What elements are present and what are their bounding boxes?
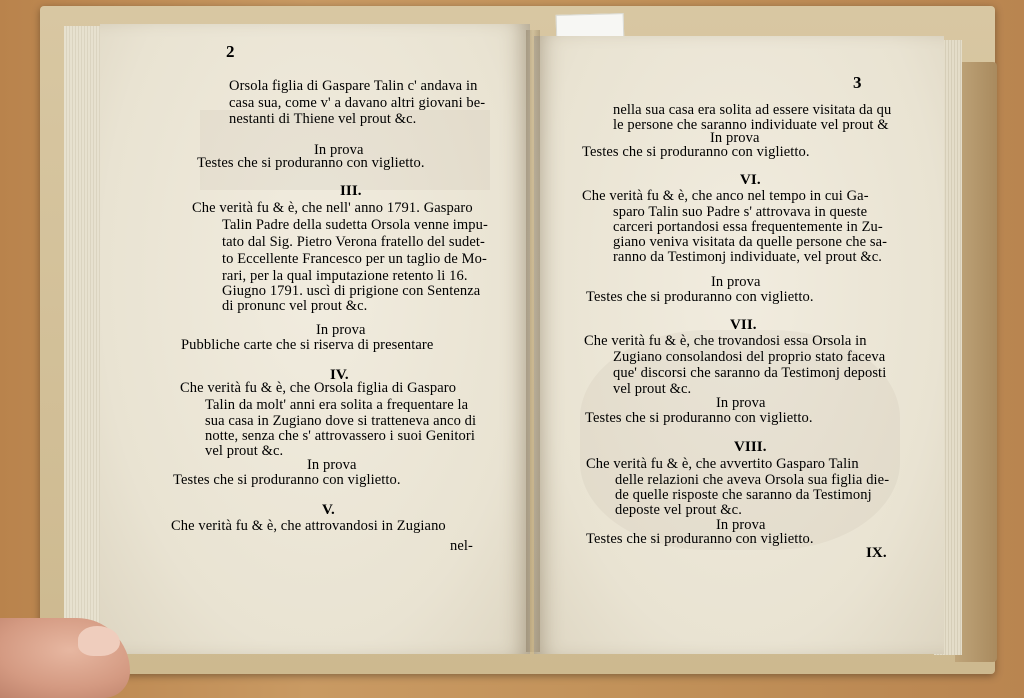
left-line: casa sua, come v' a davano altri giovani be- <box>229 95 486 111</box>
right-line: delle relazioni che aveva Orsola sua figlia die- <box>615 472 890 488</box>
left-line: vel prout &c. <box>205 443 284 459</box>
right-line: ranno da Testimonj individuate, vel prout &c. <box>613 249 882 265</box>
left-line: notte, senza che s' attrovassero i suoi Genitori <box>205 428 475 444</box>
left-page-number: 2 <box>226 42 235 61</box>
right-line: giano veniva visitata da quelle persone che sa- <box>613 234 888 250</box>
right-line: deposte vel prout &c. <box>615 502 742 518</box>
left-line: Testes che si produranno con viglietto. <box>173 472 401 488</box>
left-catchword: nel- <box>450 538 473 554</box>
right-line: carceri portandosi essa frequentemente in Zu- <box>613 219 883 235</box>
right-line-in-prova: In prova <box>716 395 766 411</box>
left-line-in-prova: In prova <box>307 457 357 473</box>
left-section-heading: III. <box>340 183 362 199</box>
left-line: Talin da molt' anni era solita a frequentare la <box>205 397 469 413</box>
left-line: Testes che si produranno con viglietto. <box>197 155 425 171</box>
left-line: Che verità fu & è, che attrovandosi in Zugiano <box>171 518 446 534</box>
right-line: Che verità fu & è, che trovandosi essa Orsola in <box>584 333 867 349</box>
right-line: nella sua casa era solita ad essere visitata da qu <box>613 102 892 118</box>
thumb-nail <box>78 626 120 656</box>
left-section-heading: IV. <box>330 367 349 383</box>
book-gutter <box>526 30 540 652</box>
right-line: Che verità fu & è, che anco nel tempo in cui Ga- <box>582 188 869 204</box>
left-line: nestanti di Thiene vel prout &c. <box>229 111 417 127</box>
right-line: Zugiano consolandosi del proprio stato faceva <box>613 349 886 365</box>
right-line: de quelle risposte che saranno da Testimonj <box>615 487 872 503</box>
right-line-in-prova: In prova <box>711 274 761 290</box>
left-line-in-prova: In prova <box>314 142 364 158</box>
left-section-heading: V. <box>322 502 335 518</box>
right-section-heading: VII. <box>730 317 757 333</box>
right-section-heading: VI. <box>740 172 761 188</box>
left-line: Giugno 1791. uscì di prigione con Sentenza <box>222 283 481 299</box>
left-line: sua casa in Zugiano dove si tratteneva anco di <box>205 413 477 429</box>
right-line: Testes che si produranno con viglietto. <box>586 531 814 547</box>
left-line: tato dal Sig. Pietro Verona fratello del sudet- <box>222 234 485 250</box>
right-line-in-prova: In prova <box>716 517 766 533</box>
left-line: di pronunc vel prout &c. <box>222 298 368 314</box>
right-line: Testes che si produranno con viglietto. <box>585 410 813 426</box>
left-line: Talin Padre della sudetta Orsola venne impu- <box>222 217 488 233</box>
right-line: Che verità fu & è, che avvertito Gasparo Talin <box>586 456 859 472</box>
right-line: vel prout &c. <box>613 381 692 397</box>
right-line: Testes che si produranno con viglietto. <box>586 289 814 305</box>
left-line: Orsola figlia di Gaspare Talin c' andava in <box>229 78 478 94</box>
left-line: Che verità fu & è, che Orsola figlia di Gasparo <box>180 380 457 396</box>
right-line: sparo Talin suo Padre s' attrovava in queste <box>613 204 868 220</box>
right-section-heading: VIII. <box>734 439 767 455</box>
right-line: le persone che saranno individuate vel prout & <box>613 117 889 133</box>
right-line-in-prova: In prova <box>710 130 760 146</box>
right-page-number: 3 <box>853 73 862 92</box>
left-line: rari, per la qual imputazione retento li 16. <box>222 268 468 284</box>
left-line: Pubbliche carte che si riserva di presentare <box>181 337 434 353</box>
right-line: Testes che si produranno con viglietto. <box>582 144 810 160</box>
right-catchword: IX. <box>866 545 887 561</box>
right-line: que' discorsi che saranno da Testimonj deposti <box>613 365 887 381</box>
left-line-in-prova: In prova <box>316 322 366 338</box>
left-line: Che verità fu & è, che nell' anno 1791. Gasparo <box>192 200 473 216</box>
left-line: to Eccellente Francesco per un taglio de Mo- <box>222 251 487 267</box>
